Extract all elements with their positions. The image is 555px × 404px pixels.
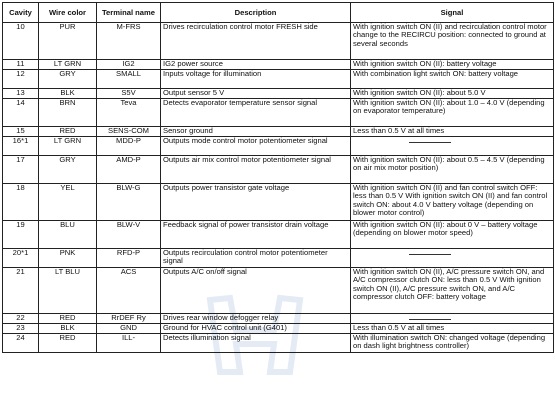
- empty-signal-dash: [409, 142, 451, 143]
- table-row: [3, 89, 554, 99]
- description-cell: Outputs mode control motor potentiometer signal: [161, 137, 351, 156]
- wire-color-cell: BLK: [39, 324, 97, 334]
- terminal-name-cell: S5V: [97, 89, 161, 99]
- table-header-row: [3, 3, 554, 23]
- cavity-cell: 20*1: [3, 249, 39, 268]
- terminal-name-cell: RFD-P: [97, 249, 161, 268]
- wire-color-cell: LT BLU: [39, 268, 97, 314]
- description-cell: Ground for HVAC control unit (G401): [161, 324, 351, 334]
- description-cell: Outputs power transistor gate voltage: [161, 184, 351, 221]
- description-cell: Detects illumination signal: [161, 334, 351, 353]
- description-cell: Drives rear window defogger relay: [161, 314, 351, 324]
- cavity-cell: 21: [3, 268, 39, 314]
- description-cell: Outputs recirculation control motor potentiometer signal: [161, 249, 351, 268]
- terminal-name-cell: GND: [97, 324, 161, 334]
- empty-signal-dash: [409, 254, 451, 255]
- signal-cell: With ignition switch ON (II), A/C pressure switch ON, and A/C compressor clutch ON: less than 0.5 V With ignition switch ON (II), A/C pressure switch ON, and A/C compressor clutch OFF: battery voltage: [351, 268, 554, 314]
- wire-color-cell: GRY: [39, 70, 97, 89]
- table-row: [3, 23, 554, 60]
- terminal-name-cell: Teva: [97, 99, 161, 127]
- signal-cell: [351, 314, 554, 324]
- cavity-cell: 18: [3, 184, 39, 221]
- terminal-name-cell: RrDEF Ry: [97, 314, 161, 324]
- cavity-cell: 13: [3, 89, 39, 99]
- terminal-name-cell: BLW-V: [97, 221, 161, 249]
- header-terminal-name: Terminal name: [97, 3, 161, 23]
- table-row: [3, 249, 554, 268]
- description-cell: Output sensor 5 V: [161, 89, 351, 99]
- table-row: [3, 268, 554, 314]
- description-cell: IG2 power source: [161, 60, 351, 70]
- signal-cell: Less than 0.5 V at all times: [351, 324, 554, 334]
- signal-cell: [351, 249, 554, 268]
- description-cell: Sensor ground: [161, 127, 351, 137]
- description-cell: Feedback signal of power transistor drain voltage: [161, 221, 351, 249]
- cavity-cell: 24: [3, 334, 39, 353]
- cavity-cell: 17: [3, 156, 39, 184]
- cavity-cell: 14: [3, 99, 39, 127]
- signal-cell: With ignition switch ON (II) and fan control switch OFF: less than 0.5 V With ignition switch ON (II) and fan control switch ON: about 4.0 V battery voltage (depending on blower motor control): [351, 184, 554, 221]
- signal-cell: With combination light switch ON: battery voltage: [351, 70, 554, 89]
- table-row: [3, 156, 554, 184]
- signal-cell: With ignition switch ON (II): about 5.0 V: [351, 89, 554, 99]
- connector-pinout-table: [2, 2, 554, 353]
- signal-cell: With ignition switch ON (II) and recirculation control motor change to the RECIRCU position: connected to ground at several seconds: [351, 23, 554, 60]
- empty-signal-dash: [409, 319, 451, 320]
- signal-cell: [351, 137, 554, 156]
- terminal-name-cell: MDD-P: [97, 137, 161, 156]
- table-row: [3, 127, 554, 137]
- description-cell: Outputs air mix control motor potentiometer signal: [161, 156, 351, 184]
- signal-cell: With ignition switch ON (II): about 1.0 – 4.0 V (depending on evaporator temperature): [351, 99, 554, 127]
- header-description: Description: [161, 3, 351, 23]
- wire-color-cell: RED: [39, 334, 97, 353]
- header-wire-color: Wire color: [39, 3, 97, 23]
- wire-color-cell: GRY: [39, 156, 97, 184]
- table-row: [3, 334, 554, 353]
- header-cavity: Cavity: [3, 3, 39, 23]
- cavity-cell: 16*1: [3, 137, 39, 156]
- table-row: [3, 60, 554, 70]
- terminal-name-cell: SENS-COM: [97, 127, 161, 137]
- terminal-name-cell: IG2: [97, 60, 161, 70]
- terminal-name-cell: BLW-G: [97, 184, 161, 221]
- terminal-name-cell: ILL-: [97, 334, 161, 353]
- signal-cell: With ignition switch ON (II): about 0 V – battery voltage (depending on blower motor speed): [351, 221, 554, 249]
- description-cell: Drives recirculation control motor FRESH side: [161, 23, 351, 60]
- wire-color-cell: LT GRN: [39, 137, 97, 156]
- table-row: [3, 221, 554, 249]
- signal-cell: With ignition switch ON (II): about 0.5 – 4.5 V (depending on air mix motor position): [351, 156, 554, 184]
- wire-color-cell: YEL: [39, 184, 97, 221]
- description-cell: Detects evaporator temperature sensor signal: [161, 99, 351, 127]
- header-signal: Signal: [351, 3, 554, 23]
- table-row: [3, 70, 554, 89]
- cavity-cell: 15: [3, 127, 39, 137]
- terminal-name-cell: M-FRS: [97, 23, 161, 60]
- cavity-cell: 12: [3, 70, 39, 89]
- terminal-name-cell: AMD-P: [97, 156, 161, 184]
- wire-color-cell: BLU: [39, 221, 97, 249]
- cavity-cell: 10: [3, 23, 39, 60]
- wire-color-cell: BRN: [39, 99, 97, 127]
- table-row: [3, 184, 554, 221]
- wire-color-cell: RED: [39, 127, 97, 137]
- terminal-name-cell: ACS: [97, 268, 161, 314]
- cavity-cell: 11: [3, 60, 39, 70]
- signal-cell: With ignition switch ON (II): battery voltage: [351, 60, 554, 70]
- wire-color-cell: RED: [39, 314, 97, 324]
- signal-cell: With illumination switch ON: changed voltage (depending on dash light brightness controller): [351, 334, 554, 353]
- cavity-cell: 19: [3, 221, 39, 249]
- wire-color-cell: PNK: [39, 249, 97, 268]
- cavity-cell: 23: [3, 324, 39, 334]
- terminal-name-cell: SMALL: [97, 70, 161, 89]
- wire-color-cell: BLK: [39, 89, 97, 99]
- table-row: [3, 324, 554, 334]
- signal-cell: Less than 0.5 V at all times: [351, 127, 554, 137]
- wire-color-cell: LT GRN: [39, 60, 97, 70]
- table-row: [3, 314, 554, 324]
- table-row: [3, 137, 554, 156]
- description-cell: Outputs A/C on/off signal: [161, 268, 351, 314]
- wire-color-cell: PUR: [39, 23, 97, 60]
- cavity-cell: 22: [3, 314, 39, 324]
- table-row: [3, 99, 554, 127]
- description-cell: Inputs voltage for illumination: [161, 70, 351, 89]
